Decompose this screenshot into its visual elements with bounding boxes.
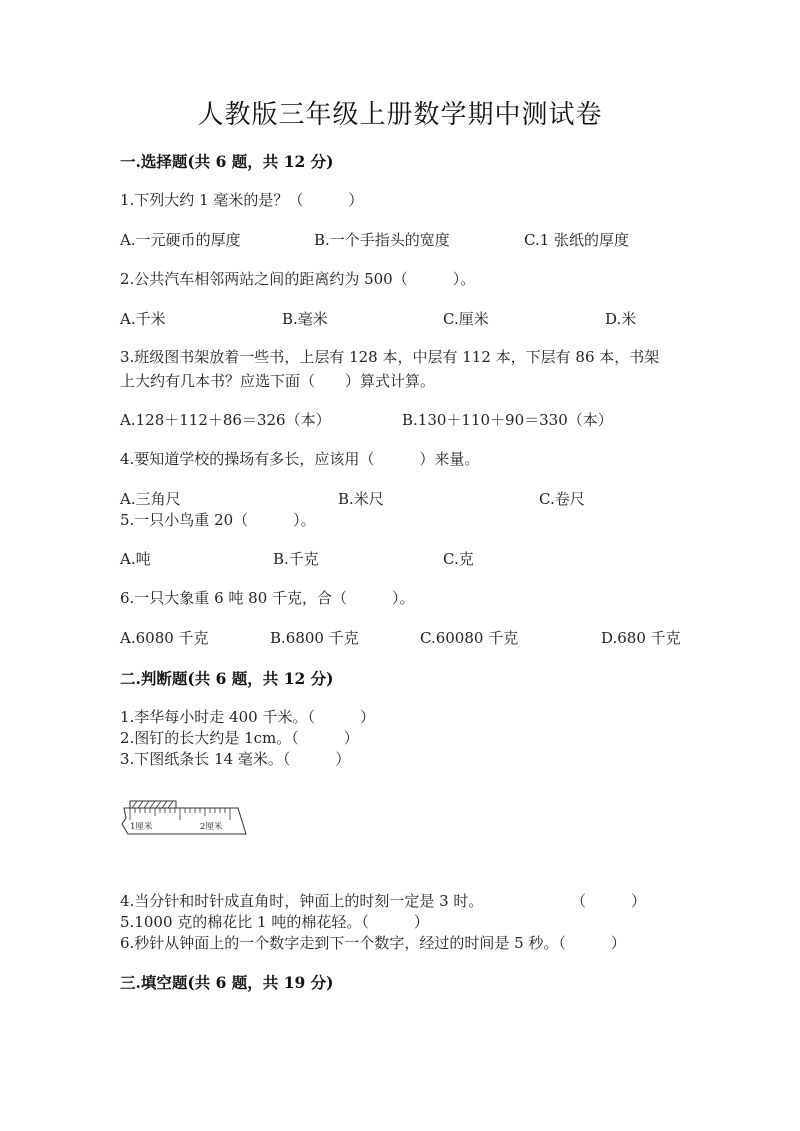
q2-option-d: D.米 xyxy=(605,310,637,328)
q5-option-b: B.千克 xyxy=(273,550,319,568)
q4-option-c: C.卷尺 xyxy=(539,490,585,508)
paper-strip xyxy=(130,801,176,808)
q5-option-c: C.克 xyxy=(443,550,474,568)
ruler-ticks xyxy=(130,808,230,820)
q2-option-a: A.千米 xyxy=(120,310,166,328)
q6-option-a: A.6080 千克 xyxy=(120,629,209,647)
ruler-label-1cm: 1厘米 xyxy=(130,822,153,832)
judge-item-2: 2.图钉的长大约是 1cm。（ ） xyxy=(120,729,359,747)
q3-option-a: A.128＋112＋86＝326（本） xyxy=(120,411,331,429)
ruler-figure xyxy=(120,796,250,844)
q6-option-b: B.6800 千克 xyxy=(270,629,359,647)
q1-option-c: C.1 张纸的厚度 xyxy=(524,231,630,249)
q2-option-c: C.厘米 xyxy=(443,310,489,328)
judge-item-1: 1.李华每小时走 400 千米。（ ） xyxy=(120,708,375,726)
q4-option-a: A.三角尺 xyxy=(120,490,181,508)
q4-option-b: B.米尺 xyxy=(338,490,384,508)
q3-option-b: B.130＋110＋90＝330（本） xyxy=(402,411,613,429)
page-title: 人教版三年级上册数学期中测试卷 xyxy=(197,100,603,130)
judge-item-3: 3.下图纸条长 14 毫米。（ ） xyxy=(120,750,351,768)
section-heading-judge: 二.判断题(共 6 题，共 12 分) xyxy=(120,669,334,688)
q6-option-c: C.60080 千克 xyxy=(420,629,519,647)
question-5: 5.一只小鸟重 20（ ）。 xyxy=(120,511,316,529)
judge-item-4-bracket: （ ） xyxy=(571,892,647,910)
section-heading-choice: 一.选择题(共 6 题，共 12 分) xyxy=(120,152,334,171)
question-1: 1.下列大约 1 毫米的是？（ ） xyxy=(120,191,364,209)
q5-option-a: A.吨 xyxy=(120,550,151,568)
q1-option-b: B.一个手指头的宽度 xyxy=(314,231,450,249)
question-3-line2: 上大约有几本书？应选下面（ ）算式计算。 xyxy=(120,372,436,390)
question-6: 6.一只大象重 6 吨 80 千克，合（ ）。 xyxy=(120,589,415,607)
q1-option-a: A.一元硬币的厚度 xyxy=(120,231,241,249)
question-4: 4.要知道学校的操场有多长，应该用（ ）来量。 xyxy=(120,450,480,468)
judge-item-6: 6.秒针从钟面上的一个数字走到下一个数字，经过的时间是 5 秒。（ ） xyxy=(120,934,626,952)
judge-item-4: 4.当分针和时针成直角时，钟面上的时刻一定是 3 时。 xyxy=(120,892,484,910)
question-3-line1: 3.班级图书架放着一些书，上层有 128 本，中层有 112 本，下层有 86 本，书架 xyxy=(120,348,660,366)
section-heading-fill: 三.填空题(共 6 题，共 19 分) xyxy=(120,973,334,992)
q6-option-d: D.680 千克 xyxy=(601,629,681,647)
q2-option-b: B.毫米 xyxy=(282,310,328,328)
ruler-label-2cm: 2厘米 xyxy=(200,822,223,832)
judge-item-5: 5.1000 克的棉花比 1 吨的棉花轻。（ ） xyxy=(120,913,429,931)
question-2: 2.公共汽车相邻两站之间的距离约为 500（ ）。 xyxy=(120,270,476,288)
